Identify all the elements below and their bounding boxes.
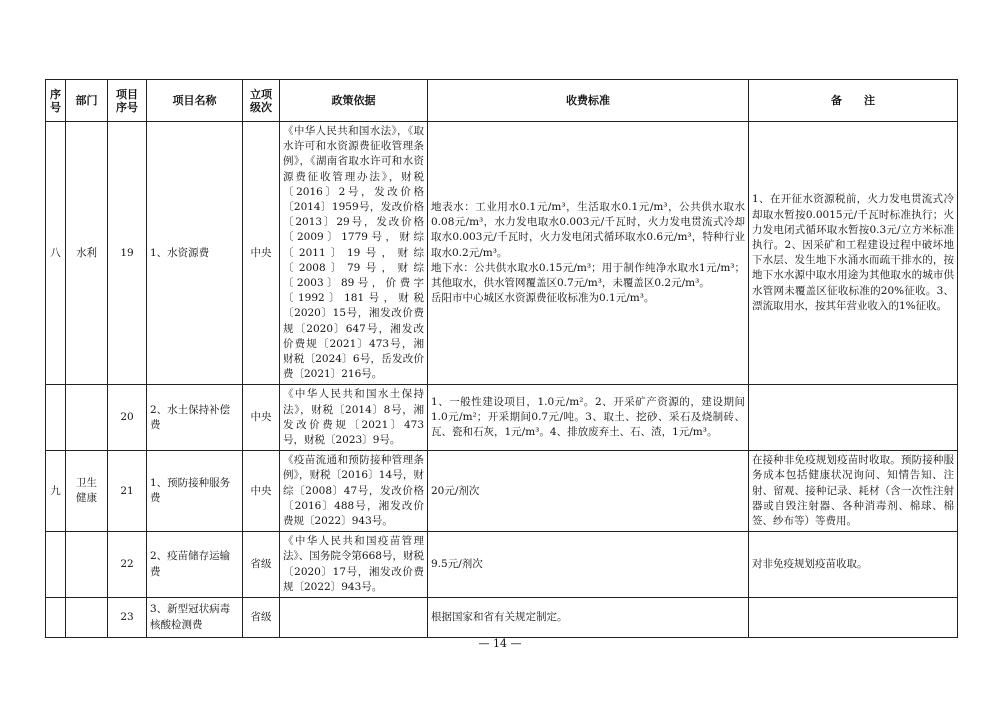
cell-policy: 《疫苗流通和预防接种管理条例》，财税〔2016〕14号，财综〔2008〕47号，发改价格〔2016〕488号，湘发改价费规〔2022〕943号。 xyxy=(280,451,428,532)
cell-item-no: 21 xyxy=(108,451,147,532)
header-level: 立项 级次 xyxy=(243,80,280,122)
header-standard: 收费标准 xyxy=(428,80,749,122)
header-policy: 政策依据 xyxy=(280,80,428,122)
table-row xyxy=(46,451,958,532)
header-dept: 部门 xyxy=(66,80,108,122)
cell-dept xyxy=(66,385,108,451)
page-number: — 14 — xyxy=(478,637,522,650)
cell-level: 中央 xyxy=(243,385,280,451)
table-row xyxy=(46,385,958,451)
fee-table xyxy=(45,79,958,638)
cell-item-name: 1、预防接种服务费 xyxy=(147,451,243,532)
cell-policy xyxy=(280,598,428,638)
cell-remarks xyxy=(749,598,958,638)
header-item-no: 项目 序号 xyxy=(108,80,147,122)
cell-standard: 1、一般性建设项目，1.0元/m²。2、开采矿产资源的，建设期间1.0元/m²；开采期间0.7元/吨。3、取土、挖砂、采石及烧制砖、瓦、瓷和石灰，1元/m³。4、排放废弃土、石、渣，1元/m³。 xyxy=(428,385,749,451)
cell-dept: 水利 xyxy=(66,122,108,385)
header-seq: 序 号 xyxy=(46,80,66,122)
header-remarks: 备 注 xyxy=(749,80,958,122)
cell-seq: 九 xyxy=(46,451,66,532)
cell-seq xyxy=(46,385,66,451)
header-row xyxy=(46,80,958,122)
cell-item-name: 2、疫苗储存运输费 xyxy=(147,532,243,598)
cell-policy: 《中华人民共和国疫苗管理法》、国务院令第668号，财税〔2020〕17号，湘发改价费规〔2022〕943号。 xyxy=(280,532,428,598)
cell-item-no: 23 xyxy=(108,598,147,638)
table-row xyxy=(46,598,958,638)
cell-item-name: 2、水土保持补偿费 xyxy=(147,385,243,451)
cell-level: 省级 xyxy=(243,598,280,638)
cell-level: 中央 xyxy=(243,451,280,532)
cell-dept: 卫生 健康 xyxy=(66,451,108,532)
cell-standard: 地表水：工业用水0.1元/m³，生活取水0.1元/m³，公共供水取水0.08元/m³，水力发电取水0.003元/千瓦时，火力发电贯流式冷却取水0.003元/千瓦时，火力发电闭式循环取水0.6元/m³，特种行业取水0.2元/m³。 地下水：公共供水取水0.15元/m³；用于制作纯净水取水1元/m³；其他取水，供水管网覆盖区0.7元/m³，未覆盖区0.2元/m³。 岳阳市中心城区水资源费征收标准为0.1元/m³。 xyxy=(428,122,749,385)
cell-dept xyxy=(66,598,108,638)
cell-seq: 八 xyxy=(46,122,66,385)
table-row xyxy=(46,532,958,598)
cell-item-name: 1、水资源费 xyxy=(147,122,243,385)
cell-remarks xyxy=(749,385,958,451)
cell-item-no: 19 xyxy=(108,122,147,385)
cell-item-no: 22 xyxy=(108,532,147,598)
cell-remarks: 1、在开征水资源税前，火力发电贯流式冷却取水暂按0.0015元/千瓦时标准执行；火力发电闭式循环取水暂按0.3元/立方米标准执行。2、因采矿和工程建设过程中破坏地下水层、发生地下水涌水而疏干排水的，按地下水水源中取水用途为其他取水的城市供水管网未覆盖区征收标准的20%征收。3、漂流取用水，按其年营业收入的1%征收。 xyxy=(749,122,958,385)
cell-standard: 20元/剂次 xyxy=(428,451,749,532)
cell-item-name: 3、新型冠状病毒核酸检测费 xyxy=(147,598,243,638)
cell-policy: 《中华人民共和国水法》，《取水许可和水资源费征收管理条例》，《湖南省取水许可和水资源费征收管理办法》，财税〔2016〕2号，发改价格〔2014〕1959号，发改价格〔2013〕29号，发改价格〔2009〕1779号，财综〔2011〕19号，财综〔2008〕79号，财综〔2003〕89号，价费字〔1992〕181号，财税〔2020〕15号，湘发改价费规〔2020〕647号，湘发改价费规〔2021〕473号，湘财税〔2024〕6号，岳发改价费〔2021〕216号。 xyxy=(280,122,428,385)
cell-remarks: 在接种非免疫规划疫苗时收取。预防接种服务成本包括健康状况询问、知情告知、注射、留观、接种记录、耗材（含一次性注射器或自毁注射器、各种消毒剂、棉球、棉签、纱布等）等费用。 xyxy=(749,451,958,532)
cell-seq xyxy=(46,532,66,598)
cell-item-no: 20 xyxy=(108,385,147,451)
cell-level: 中央 xyxy=(243,122,280,385)
cell-standard: 根据国家和省有关规定制定。 xyxy=(428,598,749,638)
header-item-name: 项目名称 xyxy=(147,80,243,122)
cell-seq xyxy=(46,598,66,638)
cell-dept xyxy=(66,532,108,598)
table-row xyxy=(46,122,958,385)
cell-remarks: 对非免疫规划疫苗收取。 xyxy=(749,532,958,598)
cell-level: 省级 xyxy=(243,532,280,598)
cell-policy: 《中华人民共和国水土保持法》，财税〔2014〕8号，湘发改价费规〔2021〕473号，财税〔2023〕9号。 xyxy=(280,385,428,451)
cell-standard: 9.5元/剂次 xyxy=(428,532,749,598)
